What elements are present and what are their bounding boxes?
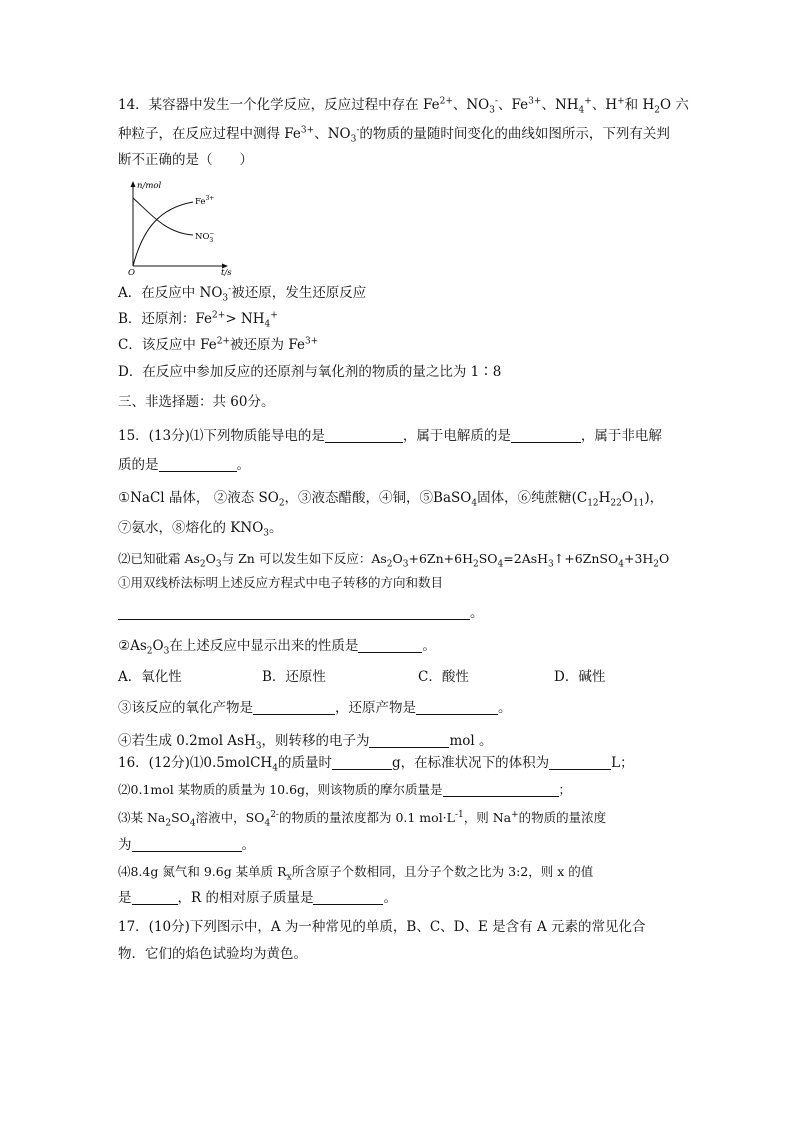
answer-blank[interactable] [443,782,559,797]
sup: + [270,310,278,321]
answer-blank[interactable] [511,428,581,443]
text: 、H [591,97,618,113]
text: > NH [225,311,265,327]
sup: + [511,809,519,820]
text: 的物质的量随时间变化的曲线如图所示，下列有关判 [359,126,670,142]
answer-blank[interactable] [416,700,498,715]
y-axis-label: n/mol [137,181,162,191]
q15-line-2 [118,455,250,475]
sub: 11 [632,498,645,509]
answer-blank[interactable] [132,890,178,905]
text: ，属于电解质的是 [402,428,511,444]
text: +6Zn+6H [408,551,473,566]
text: 。 [269,520,283,536]
sub: 2 [653,559,660,570]
q15-line-7 [118,603,484,623]
text: 被还原，发生还原反应 [231,285,367,301]
q16-line-5 [118,862,593,882]
text: 。 [498,700,512,716]
sub: 2 [278,498,285,509]
text: ⑵0.1mol 某物质的质量为 10.6g，则该物质的摩尔质量是 [118,782,443,797]
sup: 3+ [300,125,315,136]
sup: + [617,96,625,107]
sup: - [356,125,360,136]
text: 、NO [452,97,490,113]
sub: 3 [222,293,229,304]
sub: 3 [163,646,170,657]
q14-option-b [118,309,278,329]
text: 、NO [314,126,351,142]
answer-blank[interactable] [132,837,242,852]
text: ↑+6ZnSO [553,551,619,566]
text: 为 [118,837,132,853]
sub: 4 [272,763,278,774]
text: 的物质的量浓度 [518,810,607,825]
text: 被还原为 Fe [230,337,305,353]
text: 固体，⑥纯蔗糖(C [477,490,588,506]
sup: - [228,284,232,295]
sup: 2+ [216,336,231,347]
text: ③该反应的氧化产物是 [118,700,253,716]
q15-line-11 [118,731,493,751]
text: ，属于非电解 [580,428,662,444]
fe3-label-text: Fe [195,197,206,207]
q14-option-c [118,335,318,355]
q14-line-3: 断不正确的是（ ） [118,152,253,168]
answer-blank[interactable] [118,605,470,620]
section-heading: 三、非选择题：共 60分。 [118,394,275,410]
sub: 3 [255,741,262,752]
text: 。 [241,837,255,853]
text: O [659,551,670,566]
q15-line-3 [118,488,663,508]
sub: 2 [165,818,172,829]
text: ⑵已知砒霜 As [118,551,200,566]
text: SO [478,551,498,566]
text: ，③液态醋酸，④铜，⑤BaSO [284,490,472,506]
sub: 2 [472,559,479,570]
sub: 4 [264,818,271,829]
text: O 六 [659,97,689,113]
text: O [621,490,633,506]
q16-line-2 [118,780,571,800]
sub: 3 [350,134,357,145]
text: H [598,490,611,506]
text: ⑦氨水，⑧熔化的 KNO [118,520,264,536]
q17-line-1: 17．(10分)下列图示中，A 为一种常见的单质，B、C、D、E 是含有 A 元素的常见化合 [118,919,646,935]
text: ，则转移的电子为 [261,733,370,749]
text: ，还原产物是 [335,700,416,716]
text: 的质量时 [277,755,332,771]
text: 16．(12分)⑴0.5molCH [118,755,273,771]
text: 种粒子，在反应过程中测得 Fe [118,126,301,142]
sub: 4 [264,319,271,330]
text: 、Fe [498,97,529,113]
q16-line-6 [118,888,397,908]
sup: 2+ [439,96,453,107]
fe3-label-sup: 3+ [205,195,215,202]
no3-label-sup: − [209,230,215,237]
text: ④若生成 0.2mol AsH [118,733,256,749]
answer-blank[interactable] [253,700,335,715]
sub: 2 [199,559,206,570]
sub: 3 [402,559,409,570]
sub: 2 [386,559,393,570]
sup: -1 [454,809,464,820]
sub: 3 [215,559,222,570]
text: SO [171,810,190,825]
y-axis-arrow [131,181,136,187]
no3-label [195,230,214,244]
sub: 2 [654,105,660,116]
q14-option-a [118,283,366,303]
sub: 3 [489,105,495,116]
text: 、NH [541,97,579,113]
answer-blank[interactable] [369,733,449,748]
text: 溶液中，SO [195,810,265,825]
sub: 2 [146,646,153,657]
sup: 2- [270,809,279,820]
q16-line-1 [118,753,634,773]
answer-blank[interactable] [159,457,237,472]
q15-line-1 [118,426,662,446]
sub: 3 [548,559,554,570]
no3-curve [133,198,193,235]
text: 的物质的量浓度都为 0.1 mol·L [278,810,455,825]
sub: 4 [578,105,585,116]
text: 。 [236,457,250,473]
text: 14．某容器中发生一个化学反应，反应过程中存在 Fe [118,97,440,113]
q15-opt-c: C．酸性 [418,669,469,685]
concentration-time-graph [125,178,245,278]
q14-line-1 [118,95,689,115]
q16-line-3 [118,808,606,828]
text: B．还原剂：Fe [118,311,213,327]
sup: - [495,96,499,107]
text: 。 [383,890,397,906]
q15-line-10 [118,698,512,718]
text: O [392,551,403,566]
q15-line-6: ①用双线桥法标明上述反应方程式中电子转移的方向和数目 [118,575,444,590]
answer-blank[interactable] [549,755,611,770]
sub: 4 [471,498,478,509]
sub: x [286,872,292,883]
text: ⑷8.4g 氮气和 9.6g 某单质 R [118,864,287,879]
q15-line-4 [118,518,283,538]
text: 和 H [624,97,655,113]
origin-label: O [128,268,135,278]
x-axis-label: t/s [221,268,232,278]
text: ，则 Na [463,810,512,825]
fe3-label [195,195,214,207]
sup: 3+ [304,336,319,347]
text: C．该反应中 Fe [118,337,217,353]
q16-line-4 [118,835,255,855]
text: ⑶某 Na [118,810,166,825]
text: A．在反应中 NO [118,285,223,301]
q14-option-d: D．在反应中参加反应的还原剂与氧化剂的物质的量之比为 1∶8 [118,364,502,380]
answer-blank[interactable] [358,638,422,653]
q15-line-8 [118,636,436,656]
q17-line-2: 物．它们的焰色试验均为黄色。 [118,946,307,962]
text: ，R 的相对原子质量是 [177,890,314,906]
text: 在上述反应中显示出来的性质是 [169,638,359,654]
text: =2AsH [503,551,549,566]
sub: 4 [189,818,196,829]
text: O [152,638,164,654]
answer-blank[interactable] [313,890,383,905]
text: 质的是 [118,457,159,473]
sub: 4 [618,559,624,570]
text: O [205,551,216,566]
sup: 3+ [528,96,542,107]
sup: + [584,96,592,107]
text: L； [611,755,634,771]
text: )， [644,490,664,506]
no3-label-sub: 3 [209,237,214,244]
sup: 2+ [212,310,226,321]
sub: 12 [587,498,599,509]
q15-opt-d: D．碱性 [554,669,606,685]
text: ②As [118,638,147,654]
text: +3H [623,551,654,566]
text: ①NaCl 晶体， ②液态 SO [118,490,279,506]
sub: 4 [497,559,504,570]
sub: 3 [263,528,269,539]
q15-line-5 [118,549,669,569]
text: mol 。 [449,733,493,749]
answer-blank[interactable] [325,428,403,443]
no3-label-text: NO [195,232,210,242]
text: 。 [470,605,484,621]
q15-opt-a: A．氧化性 [118,669,182,685]
answer-blank[interactable] [332,755,392,770]
text: 。 [422,638,436,654]
text: 15．(13分)⑴下列物质能导电的是 [118,428,325,444]
text: ； [558,782,572,797]
q14-line-2 [118,124,670,144]
sub: 22 [610,498,622,509]
text: g，在标准状况下的体积为 [391,755,550,771]
text: 所含原子个数相同，且分子个数之比为 3:2，则 x 的值 [291,864,594,879]
text: 与 Zn 可以发生如下反应：As [221,551,387,566]
text: 是 [118,890,132,906]
q15-opt-b: B．还原性 [262,669,326,685]
